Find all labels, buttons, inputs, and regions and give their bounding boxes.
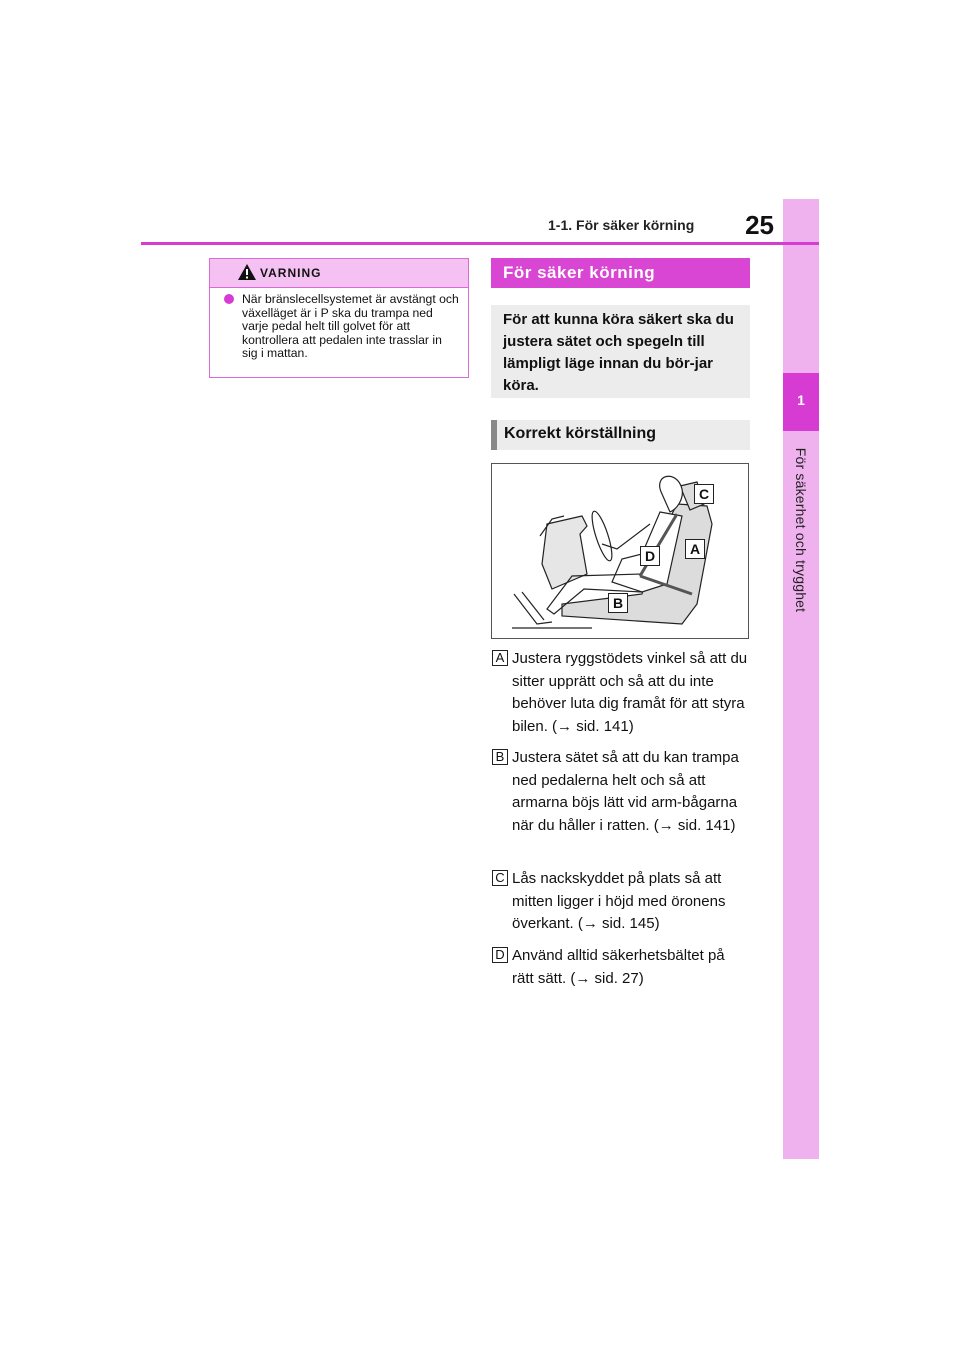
- chapter-sidebar: [783, 199, 819, 1159]
- list-item: [492, 870, 750, 936]
- item-marker: A: [492, 650, 508, 666]
- warning-header: [210, 259, 468, 288]
- figure-label-c: C: [694, 484, 714, 504]
- figure-label-a: A: [685, 539, 705, 559]
- item-text: Lås nackskyddet på plats så att mitten ligger i höjd med öronens överkant. (→ sid. 145): [512, 870, 726, 932]
- item-marker: D: [492, 947, 508, 963]
- warning-text: När bränslecellsystemet är avstängt och växelläget är i P ska du trampa ned varje pedal helt till golvet för att kontrollera att pedalen inte trasslar in sig i mattan.: [242, 292, 459, 360]
- warning-body: [210, 288, 468, 361]
- section-title-bar: [491, 258, 750, 288]
- section-title: För säker körning: [503, 263, 656, 282]
- list-item: [492, 947, 750, 990]
- intro-box: [491, 305, 750, 398]
- item-text: Justera sätet så att du kan trampa ned pedalerna helt och så att armarna böjs lätt vid arm-bågarna när du håller i ratten. (→ sid. 141): [512, 749, 739, 834]
- warning-triangle-icon: [237, 263, 257, 281]
- chapter-title: För säkerhet och trygghet: [793, 447, 809, 613]
- item-marker: B: [492, 749, 508, 765]
- warning-label: VARNING: [260, 266, 322, 280]
- page-number: 25: [745, 210, 774, 240]
- warning-box: [209, 258, 469, 378]
- header-rule: [141, 242, 819, 245]
- figure-label-b: B: [608, 593, 628, 613]
- item-text: Justera ryggstödets vinkel så att du sitter upprätt och så att du inte behöver luta dig framåt för att styra bilen. (→ sid. 141): [512, 650, 748, 735]
- driving-position-figure: [491, 463, 749, 639]
- chapter-number: 1: [797, 392, 805, 408]
- intro-text: För att kunna köra säkert ska du justera sätet och spegeln till lämpligt läge innan du bör-jar köra.: [503, 311, 734, 394]
- list-item: [492, 650, 750, 738]
- running-header: 1-1. För säker körning: [548, 217, 695, 233]
- subsection-accent: [491, 420, 497, 450]
- subsection-title: Korrekt körställning: [504, 425, 657, 442]
- list-item: [492, 749, 750, 837]
- item-text: Använd alltid säkerhetsbältet på rätt sätt. (→ sid. 27): [512, 947, 725, 987]
- figure-label-d: D: [640, 546, 660, 566]
- item-marker: C: [492, 870, 508, 886]
- subsection-bar: [491, 420, 750, 450]
- bullet-icon: [224, 294, 234, 304]
